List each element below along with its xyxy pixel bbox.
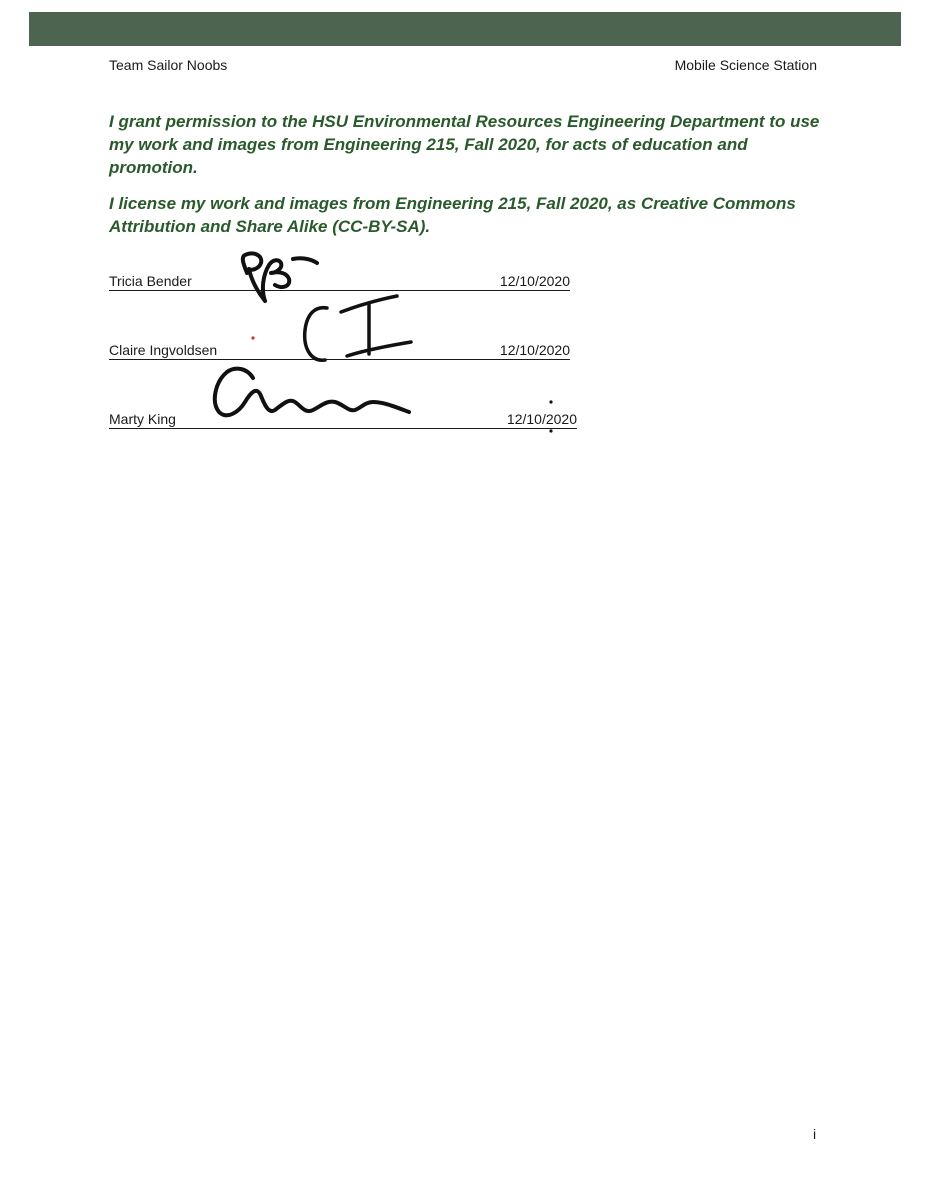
signature-date: 12/10/2020	[506, 411, 577, 427]
signature-marty	[205, 358, 415, 428]
team-name: Team Sailor Noobs	[109, 57, 228, 73]
signature-date: 12/10/2020	[499, 342, 570, 358]
signature-row-tricia	[109, 270, 570, 291]
signer-name: Claire Ingvoldsen	[109, 342, 218, 358]
signer-name: Marty King	[109, 411, 176, 427]
header-band	[29, 12, 901, 46]
signer-name: Tricia Bender	[109, 273, 192, 289]
page-number: i	[813, 1126, 817, 1142]
signature-date: 12/10/2020	[499, 273, 570, 289]
license-statement: I license my work and images from Engineering 215, Fall 2020, as Creative Commons Attribution and Share Alike (CC-BY-SA).	[109, 194, 796, 236]
project-title: Mobile Science Station	[674, 57, 817, 73]
stray-dot	[548, 428, 554, 434]
permission-statement: I grant permission to the HSU Environmental Resources Engineering Department to use my work and images from Engineering 215, Fall 2020, for acts of education and promotion.	[109, 112, 820, 177]
